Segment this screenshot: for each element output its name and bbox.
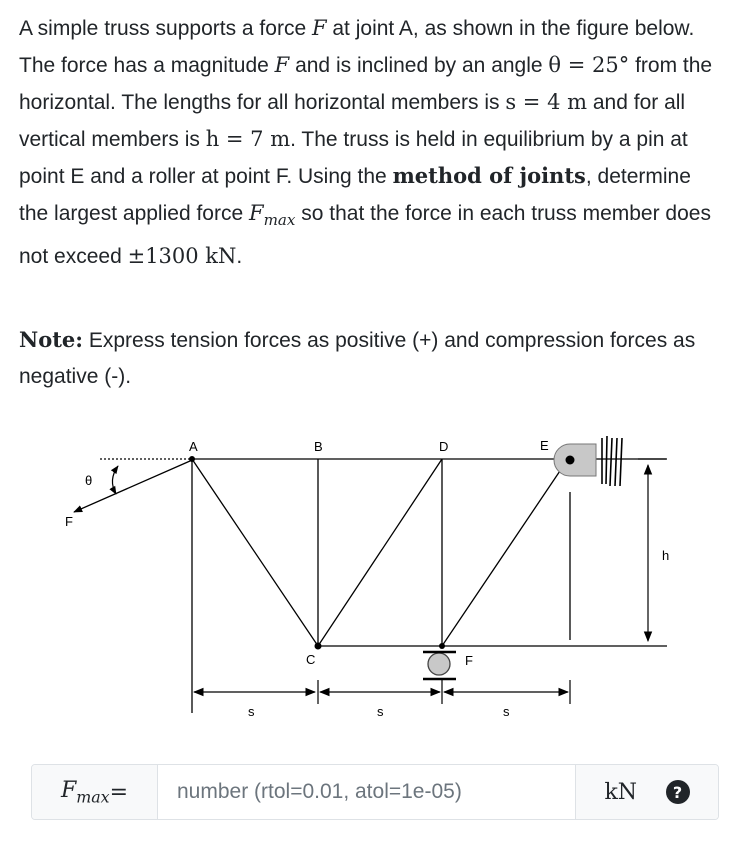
problem-text: so that the force in each truss member does not exceed — [19, 202, 711, 269]
fmax-base: F — [248, 201, 264, 225]
fmax-label-base: F — [60, 777, 77, 803]
problem-text: and is inclined by an angle — [289, 54, 549, 77]
angle-label-theta: θ — [85, 473, 93, 488]
joint-label-b: B — [314, 439, 323, 454]
joint-f-dot — [439, 643, 445, 649]
joint-label-a: A — [189, 439, 198, 454]
force-limit: ±1300 kN — [127, 244, 237, 269]
answer-label — [32, 765, 158, 819]
joint-label-e: E — [540, 438, 549, 453]
problem-text: . The truss is held in equilibrium by a pin at point E and a roller at point F. Using the — [19, 128, 688, 188]
roller-wheel — [428, 653, 450, 675]
force-label-f: F — [65, 514, 73, 529]
problem-text: , determine the largest applied force — [19, 165, 691, 225]
truss-figure — [30, 428, 670, 728]
fmax-subscript: max — [263, 211, 296, 230]
fmax-symbol — [248, 201, 296, 230]
problem-text: and for all vertical members is — [19, 91, 686, 151]
answer-input-group — [31, 764, 719, 820]
hatched-wall — [602, 436, 622, 486]
problem-paragraph — [19, 10, 724, 275]
unit-label: kN — [604, 779, 638, 805]
span-label-s: s — [503, 704, 510, 719]
joints — [189, 456, 445, 650]
problem-statement — [19, 10, 724, 275]
help-icon[interactable]: ? — [666, 780, 690, 804]
joint-label-f: F — [465, 653, 473, 668]
force-symbol: F — [311, 16, 327, 40]
span-label-s: s — [248, 704, 255, 719]
angle-arc — [112, 466, 118, 494]
equals-sign: = — [109, 779, 129, 805]
roller-support-f — [423, 652, 456, 679]
pin-support-body — [554, 444, 596, 476]
force-symbol: F — [274, 53, 290, 77]
joint-label-c: C — [306, 652, 316, 667]
member-AC — [192, 459, 318, 646]
joint-label-d: D — [439, 439, 449, 454]
joint-c-dot — [315, 643, 322, 650]
method-of-joints-text: method of joints — [392, 163, 586, 188]
pin-support-e — [554, 436, 622, 486]
member-EF — [442, 459, 568, 646]
problem-text: from the horizontal. The lengths for all horizontal members is — [19, 54, 713, 114]
fmax-label-subscript: max — [76, 787, 110, 807]
note-text: Express tension forces as positive (+) and compression forces as negative (-). — [19, 329, 696, 388]
note-label: Note: — [19, 327, 84, 352]
problem-text: A simple truss supports a force — [19, 17, 312, 40]
angle-expression: θ = 25° — [548, 53, 630, 77]
span-label-s: s — [377, 704, 384, 719]
horizontal-length-expression: s = 4 m — [505, 90, 588, 114]
joint-e-pin — [566, 456, 575, 465]
vertical-length-expression: h = 7 m — [205, 127, 291, 151]
fmax-label — [61, 778, 110, 806]
figure-labels — [65, 438, 669, 719]
member-CD — [318, 459, 442, 646]
note — [19, 322, 724, 395]
fmax-input[interactable] — [158, 765, 575, 819]
problem-text: . — [236, 245, 243, 269]
unit-addon — [575, 765, 718, 819]
truss-members — [192, 459, 670, 713]
problem-text: at joint A, as shown in the figure below. The force has a magnitude — [19, 17, 695, 77]
height-label-h: h — [662, 548, 670, 563]
